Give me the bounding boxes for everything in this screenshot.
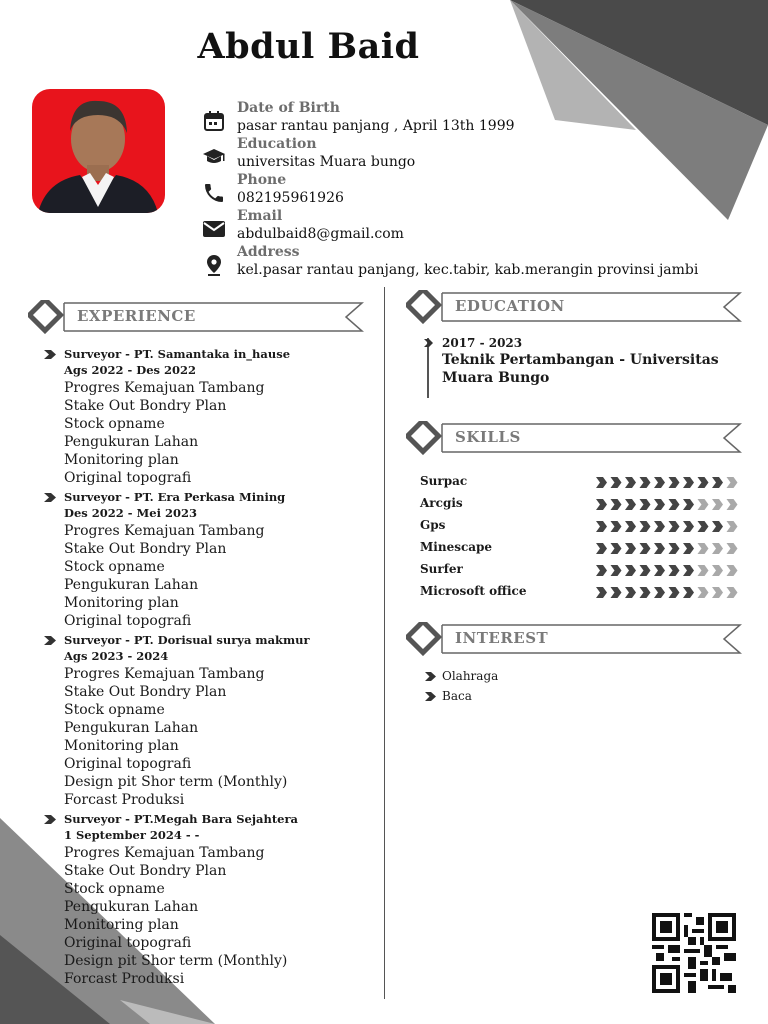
rating-arrow-filled [611,565,622,576]
task-item: Pengukuran Lahan [64,720,199,736]
skill-rating-bar [596,477,742,488]
rating-arrow-empty [712,499,723,510]
info-value: universitas Muara bungo [237,154,416,170]
experience-header [28,300,364,334]
rating-arrow-filled [640,499,651,510]
skill-name: Surfer [420,562,463,576]
info-label: Phone [237,172,287,188]
task-item: Design pit Shor term (Monthly) [64,774,288,790]
rating-arrow-filled [654,543,665,554]
skill-name: Gps [420,518,446,532]
task-item: Original topografi [64,935,192,951]
interest-header [406,622,742,656]
task-item: Stock opname [64,559,165,575]
rating-arrow-filled [596,521,607,532]
task-item: Stake Out Bondry Plan [64,398,227,414]
task-item: Pengukuran Lahan [64,577,199,593]
rating-arrow-filled [625,587,636,598]
job-date: 1 September 2024 - - [64,828,200,842]
info-address [200,244,740,283]
info-value: abdulbaid8@gmail.com [237,226,404,242]
skills-header [406,421,742,455]
info-education [200,136,740,175]
skill-rating-bar [596,565,742,576]
rating-arrow-filled [625,477,636,488]
rating-arrow-filled [683,565,694,576]
task-item: Original topografi [64,470,192,486]
job-tasks [64,522,264,630]
rating-arrow-filled [611,477,622,488]
rating-arrow-empty [698,543,709,554]
task-item: Stock opname [64,702,165,718]
chevron-bullet-icon [44,493,56,502]
profile-photo [32,89,165,213]
skill-rating-bar [596,543,742,554]
info-label: Address [237,244,300,260]
skill-name: Arcgis [420,496,463,510]
person-silhouette-icon [32,89,165,213]
rating-arrow-empty [727,477,738,488]
rating-arrow-filled [712,477,723,488]
info-label: Date of Birth [237,100,340,116]
skill-row [420,584,742,604]
rating-arrow-filled [669,499,680,510]
skill-row [420,496,742,516]
rating-arrow-empty [712,565,723,576]
rating-arrow-filled [712,521,723,532]
rating-arrow-filled [611,543,622,554]
rating-arrow-filled [625,565,636,576]
task-item: Pengukuran Lahan [64,899,199,915]
interest-label: Olahraga [442,669,499,683]
task-item: Progres Kemajuan Tambang [64,845,265,861]
skill-rating-bar [596,587,742,598]
rating-arrow-filled [669,543,680,554]
rating-arrow-empty [712,587,723,598]
task-item: Original topografi [64,756,192,772]
graduation-cap-icon [202,145,226,169]
job-role: Surveyor - PT. Era Perkasa Mining [64,490,286,504]
rating-arrow-filled [683,543,694,554]
info-label: Email [237,208,283,224]
rating-arrow-filled [683,499,694,510]
rating-arrow-filled [698,477,709,488]
interest-label: Baca [442,689,472,703]
rating-arrow-filled [698,521,709,532]
rating-arrow-filled [654,499,665,510]
skill-name: Minescape [420,540,493,554]
skill-rating-bar [596,521,742,532]
rating-arrow-empty [698,587,709,598]
email-icon [202,217,226,241]
rating-arrow-filled [625,499,636,510]
info-value: kel.pasar rantau panjang, kec.tabir, kab.merangin provinsi jambi [237,262,699,278]
chevron-bullet-icon [44,636,56,645]
phone-icon [202,181,226,205]
location-pin-icon [202,253,226,277]
job-role: Surveyor - PT. Dorisual surya makmur [64,633,310,647]
chevron-bullet-icon [425,672,436,681]
education-header [406,290,742,324]
rating-arrow-filled [611,587,622,598]
education-school: Muara Bungo [442,370,550,386]
education-degree: Teknik Pertambangan - Universitas [442,352,719,368]
rating-arrow-empty [727,521,738,532]
rating-arrow-filled [640,587,651,598]
job-date: Des 2022 - Mei 2023 [64,506,197,520]
rating-arrow-empty [727,587,738,598]
person-name: Abdul Baid [197,26,420,67]
rating-arrow-filled [625,521,636,532]
skill-row [420,562,742,582]
section-title: EDUCATION [455,297,565,315]
job-tasks [64,379,264,487]
rating-arrow-filled [640,521,651,532]
info-date-of-birth [200,100,740,139]
job-date: Ags 2023 - 2024 [64,649,169,663]
column-divider [384,287,385,999]
rating-arrow-filled [640,565,651,576]
skill-row [420,540,742,560]
task-item: Pengukuran Lahan [64,434,199,450]
chevron-bullet-icon [424,339,433,347]
rating-arrow-filled [611,499,622,510]
rating-arrow-filled [669,521,680,532]
rating-arrow-filled [596,477,607,488]
task-item: Monitoring plan [64,595,179,611]
rating-arrow-filled [640,477,651,488]
section-title: INTEREST [455,629,549,647]
section-title: EXPERIENCE [77,307,196,325]
task-item: Progres Kemajuan Tambang [64,523,265,539]
job-date: Ags 2022 - Des 2022 [64,363,197,377]
task-item: Forcast Produksi [64,792,185,808]
rating-arrow-filled [654,587,665,598]
rating-arrow-filled [596,587,607,598]
job-role: Surveyor - PT.Megah Bara Sejahtera [64,812,298,826]
rating-arrow-filled [611,521,622,532]
skill-rating-bar [596,499,742,510]
task-item: Stake Out Bondry Plan [64,684,227,700]
rating-arrow-empty [698,565,709,576]
education-timeline-line [427,338,429,398]
task-item: Design pit Shor term (Monthly) [64,953,288,969]
skill-row [420,474,742,494]
rating-arrow-empty [698,499,709,510]
skill-name: Microsoft office [420,584,527,598]
rating-arrow-empty [727,543,738,554]
chevron-bullet-icon [44,350,56,359]
rating-arrow-empty [727,565,738,576]
info-value: pasar rantau panjang , April 13th 1999 [237,118,515,134]
task-item: Monitoring plan [64,917,179,933]
task-item: Stock opname [64,881,165,897]
task-item: Progres Kemajuan Tambang [64,380,265,396]
education-period: 2017 - 2023 [442,336,523,350]
task-item: Monitoring plan [64,452,179,468]
rating-arrow-filled [669,477,680,488]
rating-arrow-filled [683,477,694,488]
job-tasks [64,844,287,988]
rating-arrow-filled [654,521,665,532]
rating-arrow-filled [596,499,607,510]
task-item: Stock opname [64,416,165,432]
skill-row [420,518,742,538]
task-item: Original topografi [64,613,192,629]
task-item: Monitoring plan [64,738,179,754]
info-phone [200,172,740,211]
rating-arrow-filled [654,565,665,576]
task-item: Progres Kemajuan Tambang [64,666,265,682]
task-item: Forcast Produksi [64,971,185,987]
rating-arrow-filled [654,477,665,488]
info-email [200,208,740,247]
info-label: Education [237,136,317,152]
rating-arrow-filled [683,587,694,598]
chevron-bullet-icon [425,692,436,701]
rating-arrow-empty [727,499,738,510]
skill-name: Surpac [420,474,468,488]
rating-arrow-filled [640,543,651,554]
task-item: Stake Out Bondry Plan [64,541,227,557]
calendar-icon [202,109,226,133]
rating-arrow-filled [683,521,694,532]
qr-code [652,913,736,993]
rating-arrow-filled [596,543,607,554]
job-role: Surveyor - PT. Samantaka in_hause [64,347,291,361]
info-value: 082195961926 [237,190,344,206]
section-title: SKILLS [455,428,521,446]
task-item: Stake Out Bondry Plan [64,863,227,879]
rating-arrow-filled [669,587,680,598]
rating-arrow-empty [712,543,723,554]
job-tasks [64,665,287,809]
chevron-bullet-icon [44,815,56,824]
rating-arrow-filled [625,543,636,554]
rating-arrow-filled [669,565,680,576]
rating-arrow-filled [596,565,607,576]
